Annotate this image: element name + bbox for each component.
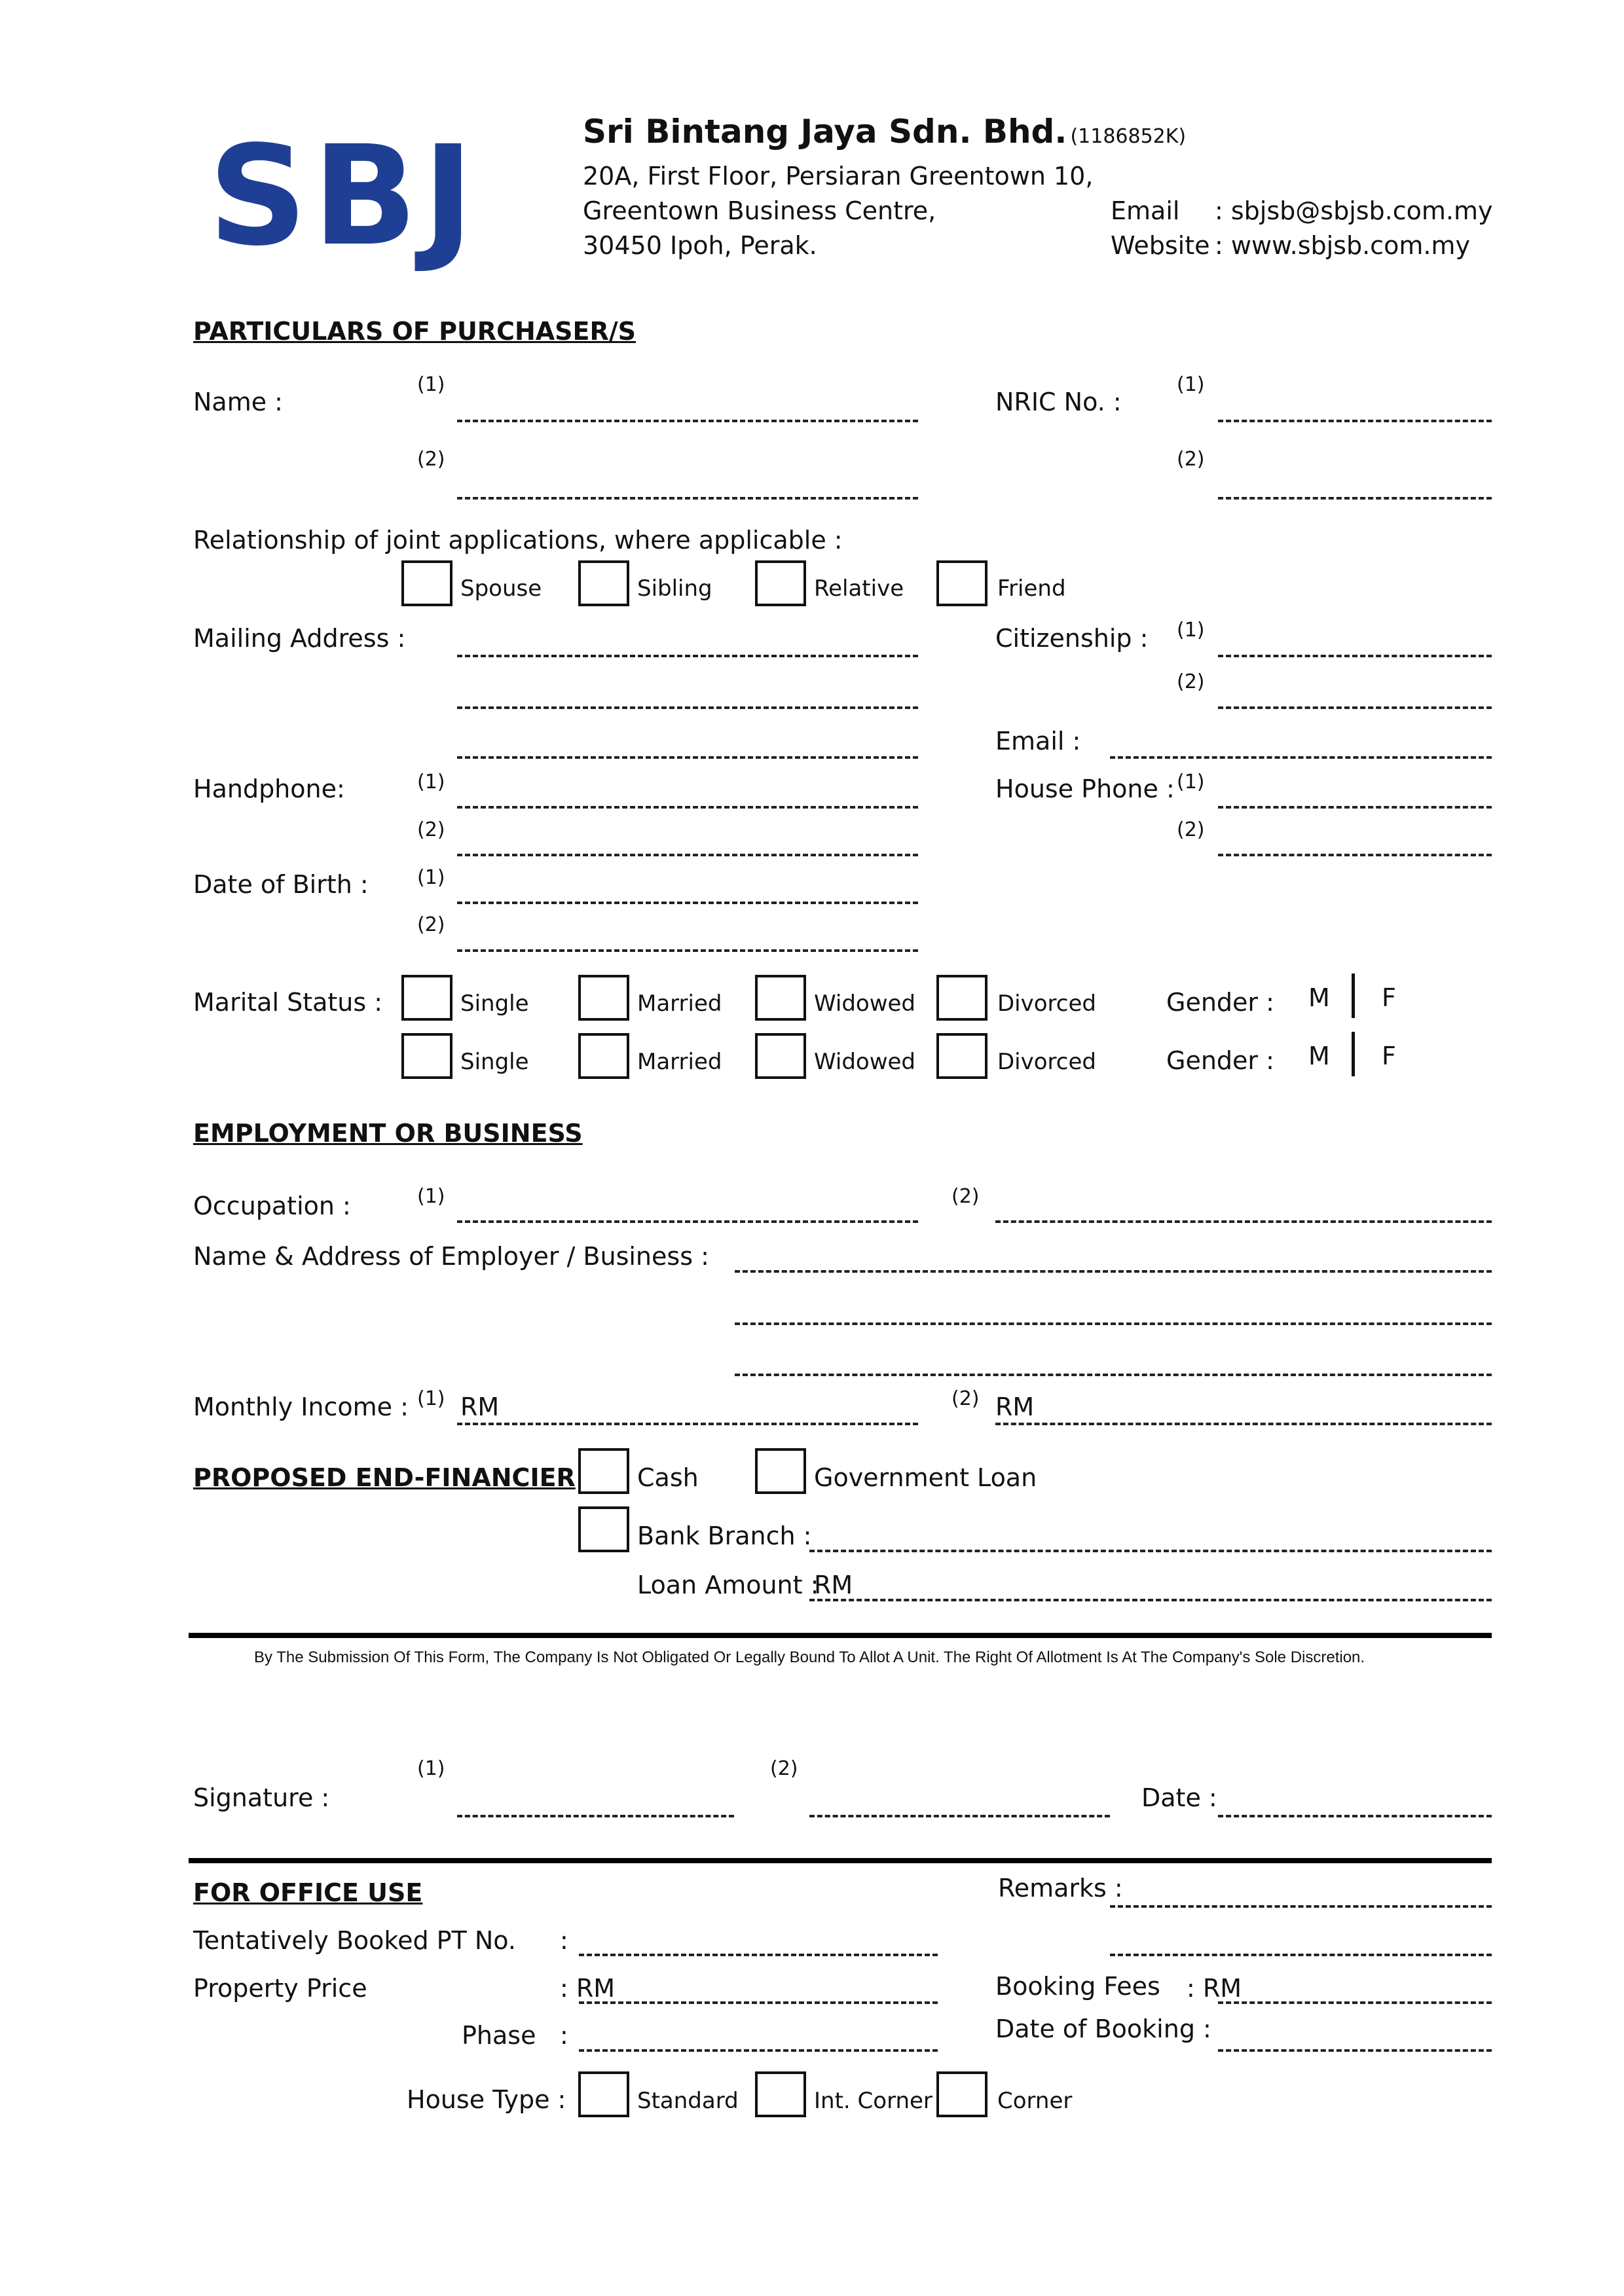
handphone-marker-2: (2)	[417, 818, 445, 841]
house-phone-field-1[interactable]	[1218, 806, 1492, 809]
occupation-marker-1: (1)	[417, 1185, 445, 1208]
citizenship-marker-2: (2)	[1177, 670, 1205, 693]
phase-colon: :	[560, 2021, 568, 2050]
remarks-field-2[interactable]	[1110, 1954, 1492, 1956]
signature-marker-1: (1)	[417, 1757, 445, 1780]
company-name-block	[583, 113, 1186, 151]
remarks-label: Remarks :	[998, 1874, 1123, 1903]
email-value: : sbjsb@sbjsb.com.my	[1215, 196, 1493, 225]
gender-label-1: Gender :	[1166, 988, 1274, 1017]
married-label-2: Married	[637, 1049, 722, 1075]
nric-field-2[interactable]	[1218, 497, 1492, 500]
date-of-booking-label: Date of Booking :	[995, 2014, 1211, 2043]
company-reg-no: (1186852K)	[1070, 125, 1187, 148]
occupation-field-2[interactable]	[995, 1220, 1492, 1223]
phase-field[interactable]	[579, 2049, 938, 2052]
widowed-label-2: Widowed	[814, 1049, 916, 1075]
pt-no-colon: :	[560, 1926, 568, 1955]
widowed-checkbox-1[interactable]	[755, 975, 806, 1021]
bank-branch-label: Bank Branch :	[637, 1522, 812, 1550]
occupation-field-1[interactable]	[457, 1220, 918, 1223]
cash-checkbox[interactable]	[578, 1448, 629, 1494]
employment-heading: EMPLOYMENT OR BUSINESS	[193, 1119, 583, 1148]
address-line-1: 20A, First Floor, Persiaran Greentown 10,	[583, 162, 1094, 191]
relationship-label: Relationship of joint applications, where applicable :	[193, 526, 843, 555]
purchaser-email-label: Email :	[995, 727, 1081, 756]
mailing-address-label: Mailing Address :	[193, 624, 406, 653]
citizenship-label: Citizenship :	[995, 624, 1149, 653]
employer-field-2[interactable]	[735, 1322, 1492, 1325]
mailing-address-field-3[interactable]	[457, 756, 918, 759]
gender-divider-2	[1352, 1032, 1355, 1076]
bank-branch-checkbox[interactable]	[578, 1506, 629, 1552]
dob-marker-1: (1)	[417, 866, 445, 889]
gender-f-2[interactable]: F	[1382, 1042, 1396, 1070]
handphone-field-1[interactable]	[457, 806, 918, 809]
house-phone-marker-2: (2)	[1177, 818, 1205, 841]
gender-m-1[interactable]: M	[1308, 983, 1330, 1012]
mailing-address-field-2[interactable]	[457, 706, 918, 709]
signature-date-field[interactable]	[1218, 1815, 1492, 1817]
corner-label: Corner	[997, 2088, 1073, 2114]
dob-field-1[interactable]	[457, 902, 918, 904]
remarks-field-1[interactable]	[1110, 1905, 1492, 1908]
divorced-label-1: Divorced	[997, 991, 1096, 1017]
single-checkbox-2[interactable]	[401, 1033, 452, 1079]
government-loan-checkbox[interactable]	[755, 1448, 806, 1494]
address-line-2: Greentown Business Centre,	[583, 196, 936, 225]
name-field-2[interactable]	[457, 497, 918, 500]
bank-branch-field[interactable]	[809, 1550, 1492, 1552]
int-corner-checkbox[interactable]	[755, 2071, 806, 2117]
corner-checkbox[interactable]	[936, 2071, 987, 2117]
gender-divider-1	[1352, 974, 1355, 1018]
booking-fees-label: Booking Fees	[995, 1972, 1160, 2001]
property-price-rm: : RM	[560, 1974, 616, 2003]
income-field-1[interactable]	[457, 1423, 918, 1425]
sibling-label: Sibling	[637, 575, 712, 602]
nric-field-1[interactable]	[1218, 420, 1492, 422]
citizenship-marker-1: (1)	[1177, 619, 1205, 642]
office-use-heading: FOR OFFICE USE	[193, 1878, 423, 1907]
married-checkbox-1[interactable]	[578, 975, 629, 1021]
income-field-2[interactable]	[995, 1423, 1492, 1425]
house-phone-label: House Phone :	[995, 774, 1175, 803]
occupation-marker-2: (2)	[951, 1185, 980, 1208]
relative-label: Relative	[814, 575, 904, 602]
gender-f-1[interactable]: F	[1382, 983, 1396, 1012]
married-checkbox-2[interactable]	[578, 1033, 629, 1079]
occupation-label: Occupation :	[193, 1192, 351, 1220]
loan-amount-field[interactable]	[809, 1599, 1492, 1601]
sibling-checkbox[interactable]	[578, 560, 629, 606]
pt-no-field[interactable]	[579, 1954, 938, 1956]
friend-checkbox[interactable]	[936, 560, 987, 606]
single-label-2: Single	[460, 1049, 529, 1075]
single-checkbox-1[interactable]	[401, 975, 452, 1021]
cash-label: Cash	[637, 1463, 699, 1492]
company-logo: SBJ	[208, 116, 479, 276]
financier-heading: PROPOSED END-FINANCIER	[193, 1463, 576, 1492]
nric-marker-2: (2)	[1177, 448, 1205, 471]
signature-field-1[interactable]	[457, 1815, 734, 1817]
phase-label: Phase	[462, 2021, 536, 2050]
divorced-label-2: Divorced	[997, 1049, 1096, 1075]
dob-field-2[interactable]	[457, 949, 918, 952]
signature-date-label: Date :	[1141, 1783, 1217, 1812]
monthly-income-label: Monthly Income :	[193, 1393, 409, 1421]
section-divider-2	[189, 1858, 1492, 1863]
widowed-label-1: Widowed	[814, 991, 916, 1017]
website-label: Website	[1111, 231, 1210, 260]
spouse-label: Spouse	[460, 575, 542, 602]
int-corner-label: Int. Corner	[814, 2088, 932, 2114]
property-price-field[interactable]	[579, 2001, 938, 2004]
name-marker-2: (2)	[417, 448, 445, 471]
handphone-marker-1: (1)	[417, 771, 445, 793]
nric-label: NRIC No. :	[995, 388, 1122, 416]
employer-field-1[interactable]	[735, 1270, 1492, 1273]
standard-checkbox[interactable]	[578, 2071, 629, 2117]
company-name: Sri Bintang Jaya Sdn. Bhd.	[583, 113, 1067, 151]
handphone-field-2[interactable]	[457, 854, 918, 856]
friend-label: Friend	[997, 575, 1066, 602]
widowed-checkbox-2[interactable]	[755, 1033, 806, 1079]
nric-marker-1: (1)	[1177, 373, 1205, 396]
dob-label: Date of Birth :	[193, 870, 369, 899]
address-line-3: 30450 Ipoh, Perak.	[583, 231, 817, 260]
loan-amount-label: Loan Amount :	[637, 1571, 819, 1599]
citizenship-field-2[interactable]	[1218, 706, 1492, 709]
married-label-1: Married	[637, 991, 722, 1017]
pt-no-label: Tentatively Booked PT No.	[193, 1926, 516, 1955]
booking-fees-field[interactable]	[1218, 2001, 1492, 2004]
purchaser-heading: PARTICULARS OF PURCHASER/S	[193, 317, 637, 346]
loan-amount-rm: RM	[814, 1571, 853, 1599]
spouse-checkbox[interactable]	[401, 560, 452, 606]
income-rm-2: RM	[995, 1393, 1035, 1421]
standard-label: Standard	[637, 2088, 739, 2114]
citizenship-field-1[interactable]	[1218, 655, 1492, 657]
signature-field-2[interactable]	[809, 1815, 1110, 1817]
property-price-label: Property Price	[193, 1974, 367, 2003]
income-marker-1: (1)	[417, 1387, 445, 1410]
employer-label: Name & Address of Employer / Business :	[193, 1242, 709, 1271]
gender-m-2[interactable]: M	[1308, 1042, 1330, 1070]
email-label: Email	[1111, 196, 1180, 225]
house-phone-marker-1: (1)	[1177, 771, 1205, 793]
marital-status-label: Marital Status :	[193, 988, 383, 1017]
purchaser-email-field[interactable]	[1110, 756, 1492, 759]
house-phone-field-2[interactable]	[1218, 854, 1492, 856]
website-value: : www.sbjsb.com.my	[1215, 231, 1470, 260]
handphone-label: Handphone:	[193, 774, 345, 803]
signature-marker-2: (2)	[770, 1757, 798, 1780]
date-of-booking-field[interactable]	[1218, 2049, 1492, 2052]
divorced-checkbox-1[interactable]	[936, 975, 987, 1021]
government-loan-label: Government Loan	[814, 1463, 1037, 1492]
employer-field-3[interactable]	[735, 1374, 1492, 1376]
name-marker-1: (1)	[417, 373, 445, 396]
relative-checkbox[interactable]	[755, 560, 806, 606]
income-marker-2: (2)	[951, 1387, 980, 1410]
divorced-checkbox-2[interactable]	[936, 1033, 987, 1079]
name-label: Name :	[193, 388, 283, 416]
section-divider-1	[189, 1633, 1492, 1638]
house-type-label: House Type :	[407, 2085, 566, 2114]
booking-fees-rm: : RM	[1187, 1974, 1242, 2003]
disclaimer-text: By The Submission Of This Form, The Company Is Not Obligated Or Legally Bound To Allot A Unit. The Right Of Allotment Is At The Company's Sole Discretion.	[254, 1649, 1365, 1666]
signature-label: Signature :	[193, 1783, 330, 1812]
income-rm-1: RM	[460, 1393, 500, 1421]
name-field-1[interactable]	[457, 420, 918, 422]
dob-marker-2: (2)	[417, 913, 445, 936]
gender-label-2: Gender :	[1166, 1046, 1274, 1075]
single-label-1: Single	[460, 991, 529, 1017]
mailing-address-field-1[interactable]	[457, 655, 918, 657]
